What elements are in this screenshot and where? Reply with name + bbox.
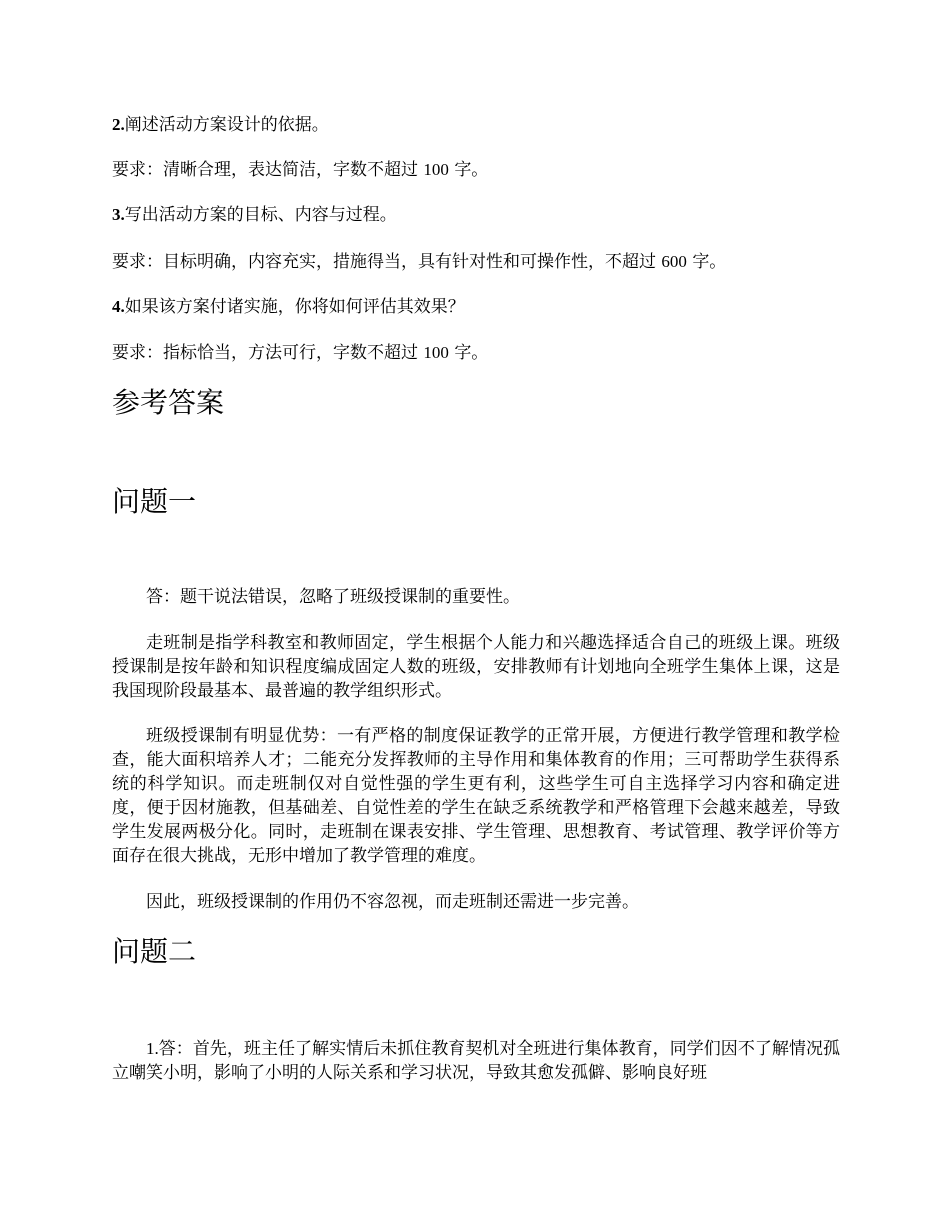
item-title xyxy=(112,295,465,319)
item-title xyxy=(112,203,397,227)
requirement-text: 要求：指标恰当，方法可行，字数不超过 xyxy=(112,343,418,363)
item-requirement xyxy=(112,158,488,182)
answer-number: 1. xyxy=(146,1039,159,1058)
answer-paragraph xyxy=(112,1037,840,1085)
word-limit: 100 xyxy=(423,160,449,179)
answer-paragraph: 因此，班级授课制的作用仍不容忽视，而走班制还需进一步完善。 xyxy=(146,892,639,912)
item-number: 2. xyxy=(112,115,125,134)
item-title-text: 阐述活动方案设计的依据。 xyxy=(124,115,329,135)
requirement-text: 要求：清晰合理，表达简洁，字数不超过 xyxy=(112,160,418,180)
answer-paragraph: 走班制是指学科教室和教师固定，学生根据个人能力和兴趣选择适合自己的班级上课。班级授课制是按年龄和知识程度编成固定人数的班级，安排教师有计划地向全班学生集体上课，这是我国现阶段最基本、最普遍的教学组织形式。 xyxy=(112,633,840,701)
answer-paragraph: 答：题干说法错误，忽略了班级授课制的重要性。 xyxy=(146,587,520,607)
question-two-heading: 问题二 xyxy=(112,935,197,968)
item-title xyxy=(112,113,329,137)
item-requirement xyxy=(112,250,726,274)
word-limit: 100 xyxy=(423,343,449,362)
answer-text: 答：首先，班主任了解实情后未抓住教育契机对全班进行集体教育，同学们因不了解情况孤立嘲笑小明，影响了小明的人际关系和学习状况，导致其愈发孤僻、影响良好班 xyxy=(112,1039,840,1083)
item-number: 4. xyxy=(112,297,125,316)
requirement-text: 要求：目标明确，内容充实，措施得当，具有针对性和可操作性，不超过 xyxy=(112,252,656,272)
requirement-suffix: 字。 xyxy=(692,252,727,272)
requirement-suffix: 字。 xyxy=(454,160,489,180)
item-requirement xyxy=(112,341,488,365)
word-limit: 600 xyxy=(661,252,687,271)
requirement-suffix: 字。 xyxy=(454,343,489,363)
item-title-text: 如果该方案付诸实施，你将如何评估其效果？ xyxy=(124,297,465,317)
item-number: 3. xyxy=(112,205,125,224)
answer-heading: 参考答案 xyxy=(112,386,225,419)
question-one-heading: 问题一 xyxy=(112,485,197,518)
answer-paragraph: 班级授课制有明显优势：一有严格的制度保证教学的正常开展，方便进行教学管理和教学检查，能大面积培养人才；二能充分发挥教师的主导作用和集体教育的作用；三可帮助学生获得系统的科学知识。而走班制仅对自觉性强的学生更有利，这些学生可自主选择学习内容和确定进度，便于因材施教，但基础差、自觉性差的学生在缺乏系统教学和严格管理下会越来越差，导致学生发展两极分化。同时，走班制在课表安排、学生管理、思想教育、考试管理、教学评价等方面存在很大挑战，无形中增加了教学管理的难度。 xyxy=(112,726,840,866)
item-title-text: 写出活动方案的目标、内容与过程。 xyxy=(124,205,397,225)
